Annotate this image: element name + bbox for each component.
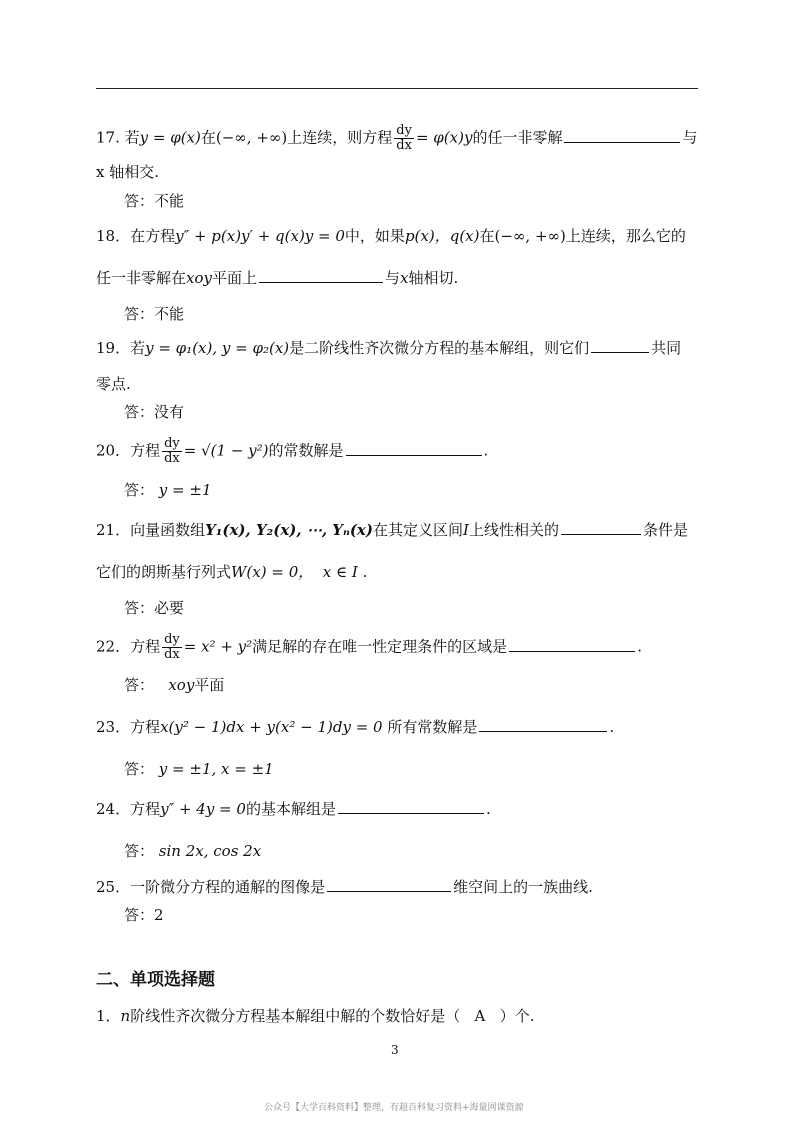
q22-text: 满足解的存在唯一性定理条件的区域是 [252, 637, 508, 656]
q25-answer: 答：2 [124, 906, 164, 924]
q21-l2c: x ∈ I . [322, 563, 368, 581]
s2q1-n: n [120, 1007, 131, 1025]
q19-text: 是二阶线性齐次微分方程的基本解组，则它们 [289, 339, 590, 357]
q25-prefix: 25．一阶微分方程的通解的图像是 [96, 878, 326, 896]
q22-fraction [162, 633, 182, 662]
frac-num: dy [164, 632, 180, 647]
question-19 [96, 338, 681, 358]
question-25 [96, 877, 593, 897]
q18-p: p(x)， [404, 227, 450, 245]
q17-line2: x 轴相交. [96, 163, 159, 181]
q17-blank [564, 128, 680, 143]
q17-rhs: = φ(x)y [415, 128, 473, 147]
q21-prefix: 21．向量函数组 [96, 521, 206, 539]
q18-equation: y″ + p(x)y′ + q(x)y = 0 [175, 227, 345, 245]
section2-question-1 [96, 1006, 534, 1026]
q25-blank [327, 877, 451, 892]
q21-text3: 条件是 [642, 521, 688, 539]
q19-text2: 共同 [651, 339, 682, 357]
q21-blank [561, 520, 641, 535]
answer-value: sin 2x, cos 2x [158, 842, 262, 860]
answer-value: y = ±1, x = ±1 [158, 760, 274, 778]
q21-line2 [96, 562, 367, 582]
q23-answer [124, 759, 274, 779]
q20-period: . [483, 441, 489, 460]
q18-text3: 上连续，那么它的 [565, 227, 686, 245]
q21-l2a: 它们的朗斯基行列式 [96, 563, 232, 581]
q24-blank [338, 799, 484, 814]
q17-text: 在 [200, 128, 216, 147]
q18-q: q(x) [449, 227, 480, 245]
q23-prefix: 23．方程 [96, 718, 161, 736]
q21-text2: 上线性相关的 [468, 521, 559, 539]
q18-prefix: 18．在方程 [96, 227, 176, 245]
q24-answer [124, 841, 261, 861]
q18-answer: 答：不能 [124, 305, 185, 323]
q19-answer: 答：没有 [124, 403, 185, 421]
answer-label: 答： [124, 481, 155, 499]
q18-l2f: 轴相切. [408, 269, 459, 287]
q22-answer [124, 675, 224, 695]
s2q1-prefix: 1． [96, 1007, 121, 1025]
s2q1-text2: ）个. [499, 1007, 535, 1025]
q24-text: 的基本解组是 [245, 800, 336, 818]
q17-func: y = φ(x) [139, 128, 201, 147]
q18-text: 中，如果 [344, 227, 405, 245]
q17-text2: 上连续，则方程 [287, 128, 393, 147]
q21-l2b: W(x) = 0， [231, 563, 314, 581]
frac-num: dy [396, 123, 412, 138]
q23-equation: x(y² − 1)dx + y(x² − 1)dy = 0 [160, 718, 383, 736]
q24-equation: y″ + 4y = 0 [160, 800, 246, 818]
q24-prefix: 24．方程 [96, 800, 161, 818]
q22-rhs: = x² + y² [183, 637, 253, 656]
q24-period: . [485, 800, 491, 818]
q20-fraction [162, 437, 182, 466]
q18-blank [259, 268, 383, 283]
q22-blank [509, 637, 635, 652]
section-title: 二、单项选择题 [96, 970, 215, 990]
question-17 [96, 124, 697, 153]
answer-value: xoy [168, 676, 195, 694]
q20-prefix: 20．方程 [96, 441, 161, 460]
question-18 [96, 226, 686, 246]
question-20 [96, 437, 488, 466]
header-rule [96, 88, 698, 89]
q17-text3: 的任一非零解 [472, 128, 563, 147]
q19-line2: 零点. [96, 375, 131, 393]
question-23 [96, 717, 614, 737]
frac-den: dx [396, 138, 412, 153]
q20-rhs: = √(1 − y²) [183, 441, 269, 460]
question-24 [96, 799, 491, 819]
q23-period: . [609, 718, 615, 736]
q21-text: 在其定义区间 [372, 521, 463, 539]
page-number: 3 [391, 1043, 399, 1057]
q18-text2: 在 [479, 227, 495, 245]
q23-blank [479, 717, 607, 732]
frac-num: dy [164, 436, 180, 451]
question-22 [96, 633, 642, 662]
question-21 [96, 520, 688, 540]
q19-blank [591, 338, 649, 353]
q17-answer: 答：不能 [124, 192, 185, 210]
q20-text: 的常数解是 [268, 441, 344, 460]
answer-label: 答： [124, 760, 155, 778]
q18-interval: (−∞, +∞) [494, 227, 566, 245]
answer-tail: 平面 [194, 676, 225, 694]
q19-prefix: 19．若 [96, 339, 146, 357]
q17-prefix: 17. 若 [96, 128, 140, 147]
q21-I: I [463, 521, 469, 539]
frac-den: dx [164, 451, 180, 466]
q20-answer [124, 480, 212, 500]
q23-text: 所有常数解是 [387, 718, 478, 736]
q18-l2c: 平面上 [211, 269, 257, 287]
s2q1-text: 阶线性齐次微分方程基本解组中解的个数恰好是（ [130, 1007, 461, 1025]
q18-l2b: xoy [186, 269, 212, 287]
answer-value: y = ±1 [158, 481, 212, 499]
footer-note: 公众号【大学百科资料】整理，有超百科复习资料+海量网课资源 [264, 1103, 524, 1113]
q19-funcs: y = φ₁(x), y = φ₂(x) [145, 339, 290, 357]
answer-label: 答： [124, 842, 155, 860]
frac-den: dx [164, 647, 180, 662]
q18-l2e: x [400, 269, 409, 287]
q18-l2a: 任一非零解在 [96, 269, 187, 287]
q22-prefix: 22．方程 [96, 637, 161, 656]
s2q1-answer: A [474, 1007, 486, 1025]
q21-vectors: Y₁(x), Y₂(x), ⋯, Yₙ(x) [205, 521, 373, 539]
q18-line2 [96, 268, 458, 288]
q18-l2d: 与 [385, 269, 401, 287]
q17-interval: (−∞, +∞) [215, 128, 288, 147]
q25-text: 维空间上的一族曲线. [453, 878, 593, 896]
q22-period: . [637, 637, 642, 656]
q17-fraction [394, 124, 414, 153]
q17-text4: 与 [682, 128, 698, 147]
answer-label: 答： [124, 676, 155, 694]
q21-answer: 答：必要 [124, 599, 185, 617]
q20-blank [346, 441, 482, 456]
